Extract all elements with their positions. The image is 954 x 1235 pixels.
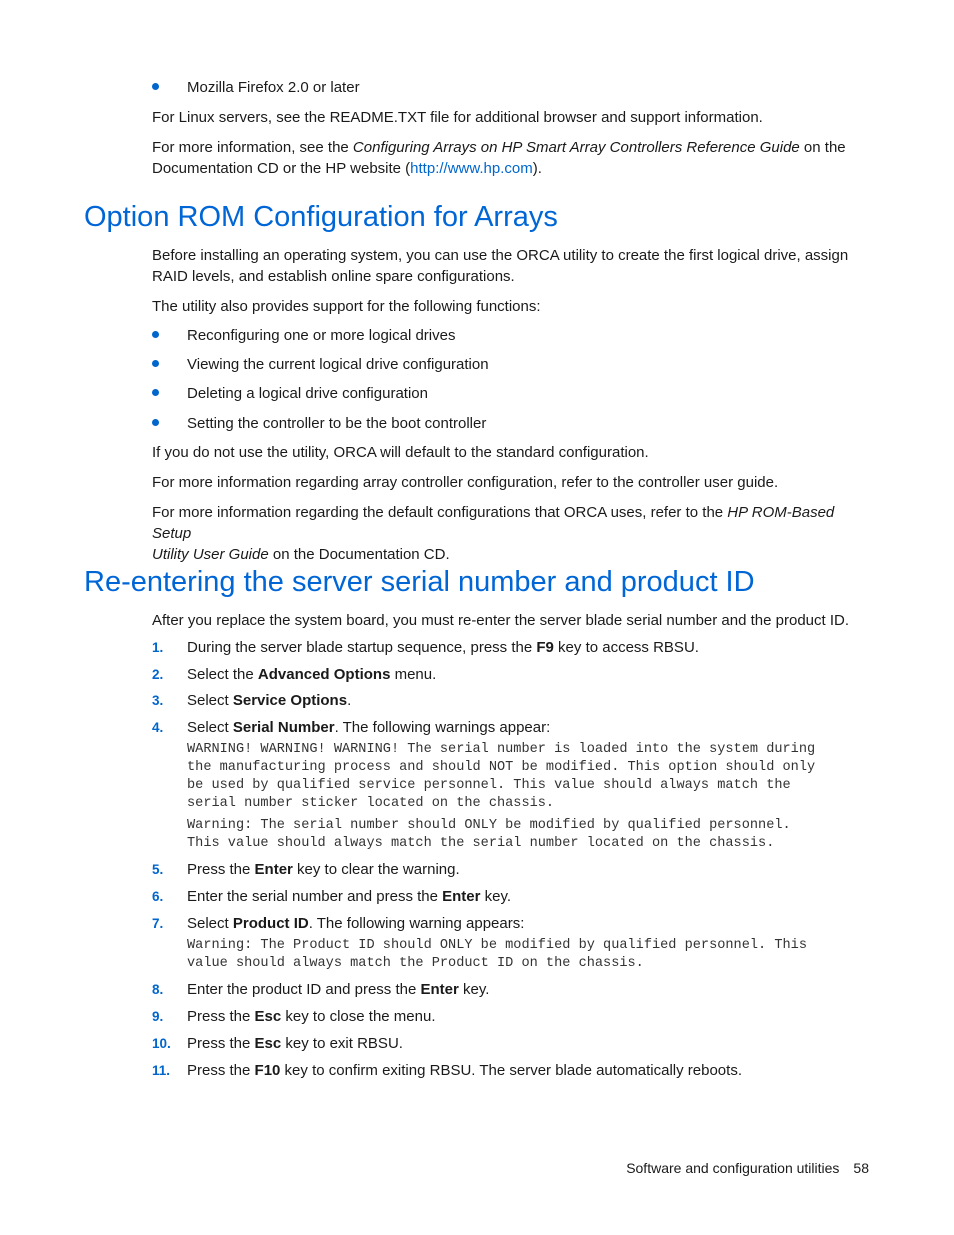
controller-guide-note: For more information regarding array controller configuration, refer to the controller user guide. [152,474,779,491]
page-footer [626,1158,869,1178]
hp-website-link[interactable]: http://www.hp.com [410,160,533,177]
guide-title: Utility User Guide [152,546,269,563]
guide-title: HP ROM-Based Setup [152,504,835,542]
bullet-icon [152,331,159,338]
bullet-icon [152,360,159,367]
product-id-warning-block: Warning: The Product ID should ONLY be modified by qualified personnel. This value should always match the Product ID on the chassis. [187,938,807,971]
footer-section-title: Software and configuration utilities [626,1160,840,1176]
section-heading-serial: Re-entering the server serial number and product ID [84,566,755,598]
serial-warning-block-2: Warning: The serial number should ONLY be modified by qualified personnel. This value should always match the serial number located on the chassis. [187,818,791,851]
rbsu-guide-paragraph: For more information regarding the default configurations that ORCA uses, refer to the HP ROM-Based Setup Utility User Guide on the Documentation CD. [152,504,835,563]
bullet-icon [152,389,159,396]
section-heading-orca: Option ROM Configuration for Arrays [84,201,558,233]
document-page: Mozilla Firefox 2.0 or later For Linux servers, see the README.TXT file for additional browser and support information. For more information, see the Configuring Arrays on HP Smart Array Controllers Reference Guide on the Documentation CD or the HP website (http://www.hp.com). Option ROM Configuration for Arrays Before installing an operating system, you can use the ORCA utility to create the first logical drive, assign RAID levels, and establish online spare configurations. The utility also provides support for the following functions: Reconfiguring one or more logical drives Viewing the current logical drive configuration Deleting a logical drive configuration Setting the controller to be the boot controller If you do not use the utility, ORCA will default to the standard configuration. For more information regarding array controller configuration, refer to the controller user guide. For more information regarding the default configurations that ORCA uses, refer to the HP ROM-Based Setup Utility User Guide on the Documentation CD. Re-entering the server serial number and product ID After you replace the system board, you must re-enter the server blade serial number and the product ID. 1. During the server blade startup sequence, press the F9 key to access RBSU. 2. Select the Advanced Options menu. 3. Select Service Options. 4. Select Serial Number. The following warnings appear: WARNING! WARNING! WARNING! The serial number is loaded into the system during the manufacturing process and should NOT be modified. This option should only be used by qualified service personnel. This value should always match the serial number sticker located on the chassis. Warning: The serial number should ONLY be modified by qualified personnel. This value should always match the serial number located on the chassis. 5. Press the Enter key to clear the warning. 6. Enter the serial number and press the Enter key. 7. Select Product ID. The following warning appears: Warning: The Product ID should ONLY be modified by qualified personnel. This value should always match the Product ID on the chassis. 8. Enter the product ID and press the Enter key. 9. Press the Esc key to close the menu. 10. Press the Esc key to exit RBSU. 11. Press the F10 key to confirm exiting RBSU. The server blade automatically reboots. Software and configuration utilities 58 [0,0,954,1235]
serial-intro-paragraph: After you replace the system board, you must re-enter the server blade serial number and the product ID. [152,612,850,629]
orca-intro-paragraph: Before installing an operating system, you can use the ORCA utility to create the first logical drive, assign RAID levels, and establish online spare configurations. [152,247,849,285]
linux-note: For Linux servers, see the README.TXT file for additional browser and support information. [152,109,763,126]
guide-title: Configuring Arrays on HP Smart Array Controllers Reference Guide [352,139,800,156]
more-info-paragraph: For more information, see the Configuring Arrays on HP Smart Array Controllers Reference Guide on the Documentation CD or the HP website (http://www.hp.com). [152,139,846,177]
page-number: 58 [853,1160,869,1176]
serial-warning-block: WARNING! WARNING! WARNING! The serial number is loaded into the system during the manufacturing process and should NOT be modified. This option should only be used by qualified service personnel. This value should always match the serial number sticker located on the chassis. [187,742,816,811]
default-config-note: If you do not use the utility, ORCA will default to the standard configuration. [152,444,649,461]
bullet-icon [152,83,159,90]
functions-intro: The utility also provides support for the following functions: [152,298,541,315]
bullet-icon [152,419,159,426]
